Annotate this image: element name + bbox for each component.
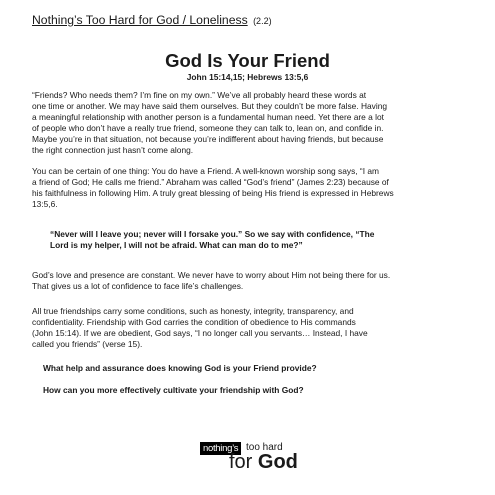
text-line: All true friendships carry some conditions, such as honesty, integrity, transparency, and [32,306,354,316]
header-title: Nothing’s Too Hard for God / Loneliness [32,13,248,27]
quote-line: Lord is my helper, I will not be afraid. What can man do to me?” [50,240,303,250]
paragraph-3 [32,270,390,292]
text-line: a meaningful relationship with another person is a fundamental human need. Yet there are a lot [32,112,384,122]
logo-bottom [229,451,298,473]
bible-quote [50,229,374,251]
text-line: of people who don’t have a really true friend, someone they can talk to, lean on, and confide in. [32,123,384,133]
paragraph-4 [32,306,368,350]
brand-logo [200,440,300,480]
text-line: Maybe you’re in that situation, not because you’re indifferent about having friends, but because [32,134,384,144]
text-line: “Friends? Who needs them? I’m fine on my own.” We’ve all probably heard these words at [32,90,367,100]
paragraph-1 [32,90,387,156]
logo-top-text: too hard [246,442,283,453]
text-line: one time or another. We may have said them ourselves. But they couldn’t be more false. Having [32,101,388,111]
text-line: his faithfulness in following Him. A truly great blessing of being His friend is expressed in Hebrews [32,188,394,198]
page-header [32,13,272,27]
text-line: That gives us a lot of confidence to face life’s challenges. [32,281,244,291]
text-line: confidentiality. Friendship with God carries the condition of obedience to His commands [32,317,356,327]
paragraph-2 [32,166,394,210]
text-line: the right connection just hasn’t come along. [32,145,194,155]
logo-for-text: for [229,451,253,473]
logo-god-text: God [257,451,298,473]
scripture-reference: John 15:14,15; Hebrews 13:5,6 [186,72,309,82]
quote-line: “Never will I leave you; never will I forsake you.” So we say with confidence, “The [50,229,375,239]
text-line: a friend of God; He calls me friend.” Abraham was called “God’s friend” (James 2:23) because of [32,177,389,187]
header-number: (2.2) [253,16,272,26]
text-line: (John 15:14). If we are obedient, God says, “I no longer call you servants… Instead, I have [32,328,368,338]
text-line: You can be certain of one thing: You do have a Friend. A well-known worship song says, “I am [32,166,379,176]
question-1: What help and assurance does knowing God is your Friend provide? [43,363,317,373]
text-line: called you friends” (verse 15). [32,339,143,349]
text-line: God’s love and presence are constant. We never have to worry about Him not being there for us. [32,270,391,280]
text-line: 13:5,6. [32,199,58,209]
article-title: God Is Your Friend [165,50,330,71]
question-2: How can you more effectively cultivate your friendship with God? [43,385,304,395]
logo-boxed-text: nothing’s [200,442,241,455]
